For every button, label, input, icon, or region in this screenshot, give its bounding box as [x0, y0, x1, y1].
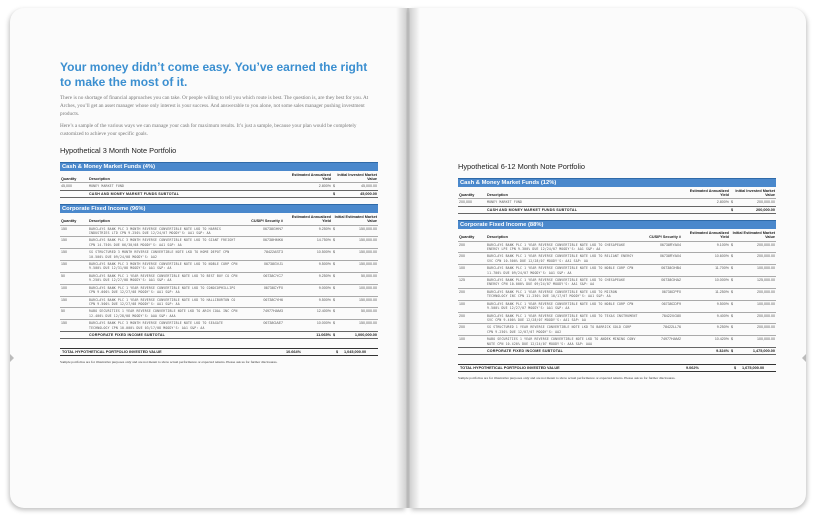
cash-section-header: Cash & Money Market Funds (12%) [458, 178, 776, 187]
right-page [410, 8, 806, 508]
table-row [60, 225, 378, 237]
mv-cell: $ 150,000.00 [332, 249, 378, 261]
total-dollar: $ [734, 366, 737, 371]
fixed-subtotal-row [60, 331, 378, 338]
mv-cell: $ 100,000.00 [730, 336, 776, 348]
total-value: 1,675,000.00 [742, 366, 765, 371]
cusip-cell: 74977HAM2 [640, 336, 682, 348]
mv-cell: $ 200,000.00 [730, 253, 776, 265]
total-row [458, 364, 776, 372]
col-market-value: Initial Invested Market Value [337, 173, 377, 182]
col-market-value: Initial Estimated Market Value [334, 215, 377, 224]
table-row [458, 300, 776, 312]
cusip-cell: 06738HMK6 [242, 237, 284, 249]
subtotal-value: $ 200,000.00 [731, 207, 775, 212]
yield-cell: 10.000% [682, 277, 730, 289]
col-quantity: Quantity [459, 193, 475, 198]
col-quantity: Quantity [61, 177, 77, 182]
desc-cell: BARCLAYS BANK PLC 3 MONTH REVERSE CONVERTIBLE NOTE LKD TO NOBLE CORP CPN 9.500% DUE 12/31/08 MOODY'S: AA1 S&P: AA [88, 261, 242, 273]
fixed-table-header [458, 229, 776, 241]
table-row [458, 265, 776, 277]
mv-cell: $ 50,000.00 [332, 308, 378, 320]
subtotal-label: CORPORATE FIXED INCOME SUBTOTAL [88, 331, 242, 338]
mv-cell: $ 100,000.00 [332, 284, 378, 296]
col-yield: Estimated Annualized Yield [689, 189, 729, 198]
mv-cell: $ 125,000.00 [730, 277, 776, 289]
cusip-cell: 78422XG80 [640, 312, 682, 324]
yield-cell: 10.600% [682, 253, 730, 265]
cusip-cell: 06738RYA04 [640, 253, 682, 265]
cash-table [60, 171, 378, 198]
yield-cell: 9.100% [682, 241, 730, 253]
yield-cell: 2.800% [682, 199, 730, 206]
table-row [60, 272, 378, 284]
mv-cell: $ 50,000.00 [332, 272, 378, 284]
desc-cell: BARCLAYS BANK PLC 3 MONTH REVERSE CONVERTIBLE NOTE LKD TO HARRIS INDUSTRIES LTD CPN 9.250% DUE 12/24/07 MOODY'S: AA1 S&P: AA [88, 225, 242, 237]
qty-cell: 200 [458, 312, 486, 324]
yield-cell: 11.250% [682, 288, 730, 300]
col-cusip: CUSIP/ Security # [251, 219, 283, 224]
left-page-marker [10, 354, 14, 362]
cusip-cell: 06738GHB4 [640, 265, 682, 277]
mv-cell: $ 200,000.00 [730, 312, 776, 324]
col-quantity: Quantity [459, 235, 475, 240]
intro-paragraph-1: There is no shortage of financial approaches you can take. Or people willing to tell you which route is best. The question is, are they best for you. At Arches, you’ll get an asset manager whose only interest is your success. And answerable to you alone, not some sales manager pushing investment products. [60, 95, 369, 117]
qty-cell: 50 [60, 272, 88, 284]
table-row [458, 253, 776, 265]
yield-cell: 9.250% [284, 272, 332, 284]
total-row [60, 348, 378, 356]
desc-cell: SG STRUCTURED 1 YEAR REVERSE CONVERTIBLE NOTE LKD TO BARRICK GOLD CORP CPN 9.250% DUE 12/07/07 MOODY'S: AA2 [486, 324, 640, 336]
cusip-cell: 06738GHN7 [242, 225, 284, 237]
subtotal-label: CASH AND MONEY MARKET FUNDS SUBTOTAL [88, 190, 242, 197]
cash-subtotal-row [60, 190, 378, 197]
mv-cell: $ 200,000.00 [730, 288, 776, 300]
intro-text [60, 94, 378, 138]
qty-cell: 150 [60, 261, 88, 273]
mv-cell: $ 100,000.00 [730, 265, 776, 277]
col-quantity: Quantity [61, 219, 77, 224]
desc-cell: MONEY MARKET FUND [486, 199, 640, 206]
total-yield: 9.062% [686, 366, 699, 371]
book-gutter [396, 8, 420, 508]
cusip-cell: 74977HAM3 [242, 308, 284, 320]
table-row [458, 288, 776, 300]
cusip-cell: 06738GVJ1 [242, 261, 284, 273]
cusip-cell: 06738RYA04 [640, 241, 682, 253]
table-row [60, 320, 378, 332]
cusip-cell: 06738CDF9 [640, 300, 682, 312]
mv-cell: $ 200,000.00 [731, 200, 775, 205]
desc-cell: BARCLAYS BANK PLC 1 YEAR REVERSE CONVERTIBLE NOTE LKD TO CHESAPEAKE ENERGY LPE CPN 9.300% DUE 12/24/07 MOODY'S: AA1 S&P: AA [486, 241, 640, 253]
col-yield: Estimated Annualized Yield [291, 215, 331, 224]
qty-cell: 150 [60, 320, 88, 332]
table-row [60, 237, 378, 249]
col-yield: Estimated Annualized Yield [689, 231, 729, 240]
fixed-income-table [458, 229, 776, 355]
table-row [458, 324, 776, 336]
portfolio-title: Hypothetical 3 Month Note Portfolio [60, 146, 177, 155]
qty-cell: 50 [60, 308, 88, 320]
qty-cell: 200 [458, 288, 486, 300]
cusip-cell: 06738CYF0 [242, 284, 284, 296]
yield-cell: 10.500% [284, 249, 332, 261]
total-label: TOTAL HYPOTHETICAL PORTFOLIO INVESTED VALUE [62, 350, 162, 355]
cash-table [458, 187, 776, 214]
yield-cell: 9.000% [284, 284, 332, 296]
yield-cell: 2.800% [284, 183, 332, 190]
mv-cell: $ 150,000.00 [332, 296, 378, 308]
subtotal-yield: 11.065% [284, 331, 332, 338]
mv-cell: $ 150,000.00 [332, 225, 378, 237]
table-row [458, 312, 776, 324]
cash-section-header: Cash & Money Market Funds (4%) [60, 162, 378, 171]
fixed-table-header [60, 213, 378, 225]
mv-cell: $ 150,000.00 [332, 237, 378, 249]
col-market-value: Initial Estimated Market Value [732, 231, 775, 240]
fixed-subtotal-row [458, 347, 776, 354]
yield-cell: 9.500% [284, 261, 332, 273]
desc-cell: BARCLAYS BANK PLC 3 MONTH REVERSE CONVERTIBLE NOTE LKD TO GIANT FREIGHT CPN 14.750% DUE 06/30/08 MOODY'S: AA1 S&P: AA [88, 237, 242, 249]
cusip-cell: 06738CYH6 [242, 296, 284, 308]
qty-cell: 100 [60, 284, 88, 296]
fixed-income-section-header: Corporate Fixed Income (88%) [458, 220, 776, 229]
footnote: Sample portfolios are for illustrative purposes only and are not meant to show actual performance or expected returns. Please ask us for further disclosures. [458, 376, 676, 381]
yield-cell: 9.400% [682, 312, 730, 324]
qty-cell: 150 [60, 237, 88, 249]
desc-cell: RABO SECURITIES 1 YEAR REVERSE CONVERTIBLE NOTE LKD TO ANDEK MINING CONV NOTE CPN 10.420% DUE 12/24/07 MOODY'S: AAA S&P: AAA [486, 336, 640, 348]
cusip-cell: 78422AST3 [242, 249, 284, 261]
desc-cell: SG STRUCTURED 3 MONTH REVERSE CONVERTIBLE NOTE LKD TO HOME DEPOT CPN 10.500% DUE 09/24/08 MOODY'S: AA2 [88, 249, 242, 261]
total-yield: 10.664% [286, 350, 301, 355]
qty-cell: 200 [458, 324, 486, 336]
table-row [458, 336, 776, 348]
table-row [60, 249, 378, 261]
intro-paragraph-2: Here’s a sample of the various ways we can manage your cash for maximum results. It’s just a sample, because your plan would be completely customized to achieve your specific goals. [60, 123, 357, 137]
table-row [458, 241, 776, 253]
col-yield: Estimated Annualized Yield [291, 173, 331, 182]
mv-cell: $ 200,000.00 [730, 241, 776, 253]
yield-cell: 11.700% [682, 265, 730, 277]
subtotal-label: CORPORATE FIXED INCOME SUBTOTAL [486, 347, 640, 354]
qty-cell: 100 [458, 265, 486, 277]
fixed-income-section-header: Corporate Fixed Income (96%) [60, 204, 378, 213]
total-value: 1,045,000.00 [344, 350, 367, 355]
total-label: TOTAL HYPOTHETICAL PORTFOLIO INVESTED VALUE [460, 366, 560, 371]
qty-cell: 200,000 [458, 199, 486, 206]
headline: Your money didn’t come easy. You’ve earned the right to make the most of it. [60, 60, 368, 89]
desc-cell: BARCLAYS BANK PLC 3 MONTH REVERSE CONVERTIBLE NOTE LKD TO SEAGATE TECHNOLOGY CPN 10.000% DUE 03/17/08 MOODY'S: AA1 S&P: AA [88, 320, 242, 332]
desc-cell: BARCLAYS BANK PLC 1 YEAR REVERSE CONVERTIBLE NOTE LKD TO RELIANT ENERGY SVC CPN 10.500% DUE 12/28/07 MOODY'S: AA1 S&P: AA [486, 253, 640, 265]
table-row [60, 183, 378, 190]
mv-cell: $ 200,000.00 [730, 324, 776, 336]
yield-cell: 9.250% [284, 225, 332, 237]
table-row [60, 261, 378, 273]
table-row [458, 199, 776, 206]
table-row [60, 284, 378, 296]
yield-cell: 9.500% [284, 296, 332, 308]
portfolio-title: Hypothetical 6-12 Month Note Portfolio [458, 162, 585, 171]
footnote: Sample portfolios are for illustrative purposes only and are not meant to show actual performance or expected returns. Please ask us for further disclosures. [60, 360, 278, 365]
col-description: Description [487, 193, 508, 198]
left-page [10, 8, 406, 508]
fixed-income-table [60, 213, 378, 339]
yield-cell: 10.420% [682, 336, 730, 348]
desc-cell: BARCLAYS BANK PLC 1 YEAR REVERSE CONVERTIBLE NOTE LKD TO MICRON TECHNOLOGY INC CPN 11.250% DUE 10/17/07 MOODY'S: AA1 S&P: AA [486, 288, 640, 300]
col-description: Description [89, 219, 110, 224]
yield-cell: 9.500% [682, 300, 730, 312]
cusip-cell: 06738GHA2 [640, 277, 682, 289]
subtotal-value: $ 1,000,000.00 [333, 332, 377, 337]
desc-cell: BARCLAYS BANK PLC 1 YEAR REVERSE CONVERTIBLE NOTE LKD TO TEXAS INSTRUMENT SVC CPN 9.400% DUE 12/28/07 MOODY'S: AA1 S&P: AA [486, 312, 640, 324]
right-page-marker [802, 354, 806, 362]
desc-cell: MONEY MARKET FUND [88, 183, 242, 190]
col-description: Description [487, 235, 508, 240]
cusip-cell: 06738CYC7 [242, 272, 284, 284]
subtotal-yield: 9.324% [682, 347, 730, 354]
col-market-value: Initial Invested Market Value [735, 189, 775, 198]
desc-cell: BARCLAYS BANK PLC 1 YEAR REVERSE CONVERTIBLE NOTE LKD TO NOBLE CORP CPN 11.700% DUE 09/24/07 MOODY'S: AA1 S&P: AA [486, 265, 640, 277]
cusip-cell: 78422LL76 [640, 324, 682, 336]
cash-table-header [458, 187, 776, 199]
table-row [458, 277, 776, 289]
desc-cell: BARCLAYS BANK PLC 1 YEAR REVERSE CONVERTIBLE NOTE LKD TO CHESAPEAKE ENERGY CPN 10.000% DUE 09/24/07 MOODY'S: AA1 S&P: AA [486, 277, 640, 289]
cash-table-header [60, 171, 378, 183]
yield-cell: 9.250% [682, 324, 730, 336]
mv-cell: $ 150,000.00 [332, 320, 378, 332]
qty-cell: 150 [60, 225, 88, 237]
desc-cell: BARCLAYS BANK PLC 1 YEAR REVERSE CONVERTIBLE NOTE LKD TO HALLIBURTON CO CPN 9.500% DUE 12/27/08 MOODY'S: AA1 S&P: AA [88, 296, 242, 308]
desc-cell: BARCLAYS BANK PLC 1 YEAR REVERSE CONVERTIBLE NOTE LKD TO BEST BUY CO CPN 9.250% DUE 12/27/08 MOODY'S: AA1 S&P: AA [88, 272, 242, 284]
mv-cell: $ 100,000.00 [730, 300, 776, 312]
cusip-cell: 06738CPF0 [640, 288, 682, 300]
subtotal-value: $ 45,000.00 [333, 191, 377, 196]
subtotal-label: CASH AND MONEY MARKET FUNDS SUBTOTAL [486, 206, 640, 213]
cash-subtotal-row [458, 206, 776, 213]
qty-cell: 45,000 [60, 183, 88, 190]
desc-cell: BARCLAYS BANK PLC 1 YEAR REVERSE CONVERTIBLE NOTE LKD TO NOBLE CORP CPN 9.500% DUE 12/27/07 MOODY'S: AA1 S&P: AA [486, 300, 640, 312]
table-row [60, 296, 378, 308]
qty-cell: 150 [60, 249, 88, 261]
qty-cell: 125 [458, 277, 486, 289]
total-dollar: $ [336, 350, 339, 355]
desc-cell: RABO SECURITIES 1 YEAR REVERSE CONVERTIBLE NOTE LKD TO ARCH COAL INC CPN 12.400% DUE 12/28/08 MOODY'S: AAA S&P: AAA [88, 308, 242, 320]
col-description: Description [89, 177, 110, 182]
table-row [60, 308, 378, 320]
qty-cell: 200 [458, 253, 486, 265]
qty-cell: 150 [60, 296, 88, 308]
desc-cell: BARCLAYS BANK PLC 1 YEAR REVERSE CONVERTIBLE NOTE LKD TO CONOCOPHILLIPS CPN 9.000% DUE 12/27/08 MOODY'S: AA1 S&P: AA [88, 284, 242, 296]
yield-cell: 14.750% [284, 237, 332, 249]
qty-cell: 100 [458, 300, 486, 312]
yield-cell: 12.400% [284, 308, 332, 320]
mv-cell: $ 45,000.00 [333, 184, 377, 189]
col-cusip: CUSIP/ Security # [649, 235, 681, 240]
qty-cell: 200 [458, 241, 486, 253]
cusip-cell: 06738GAE7 [242, 320, 284, 332]
qty-cell: 100 [458, 336, 486, 348]
yield-cell: 10.000% [284, 320, 332, 332]
subtotal-value: $ 1,475,000.00 [731, 348, 775, 353]
mv-cell: $ 150,000.00 [332, 261, 378, 273]
